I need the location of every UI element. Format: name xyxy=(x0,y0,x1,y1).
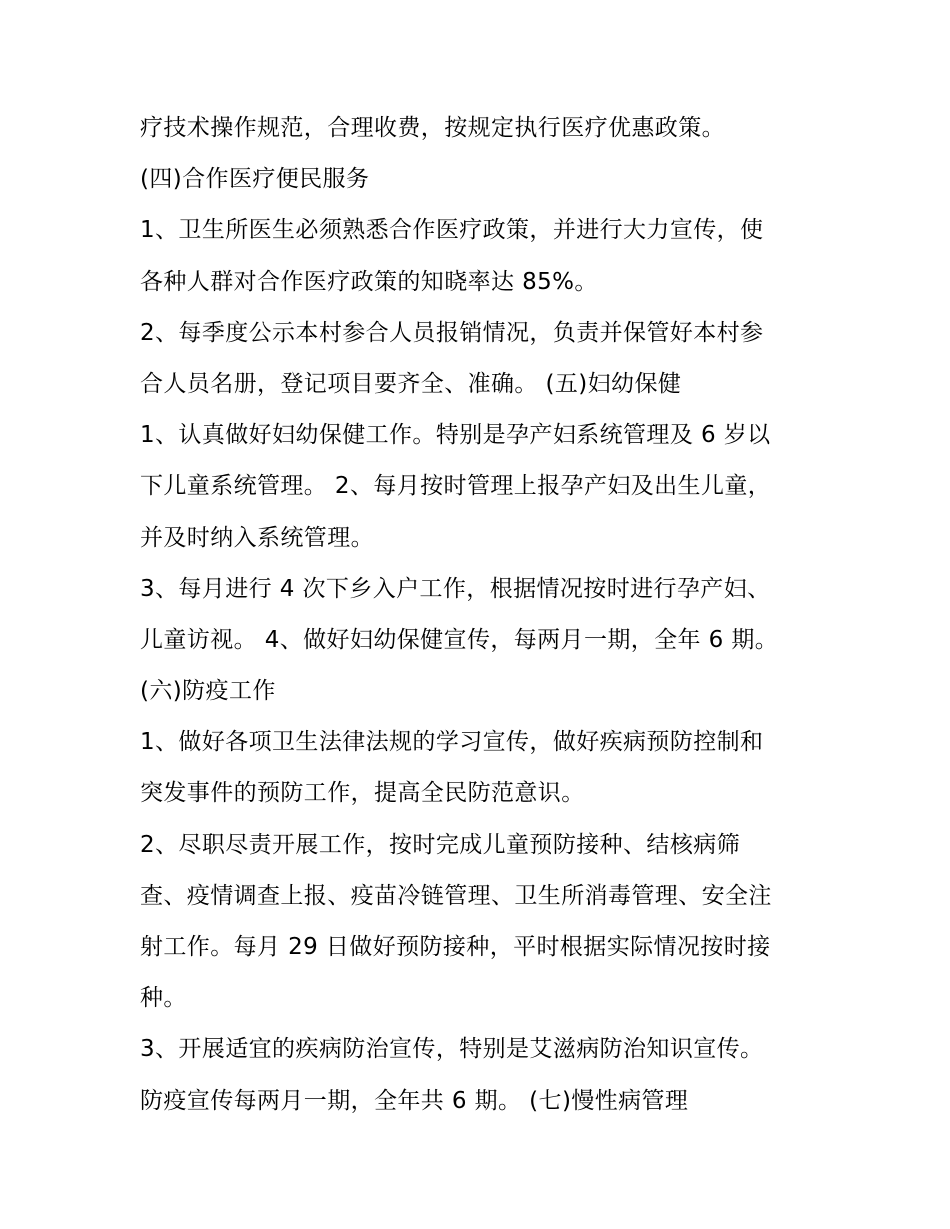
section-heading: (四)合作医疗便民服务 xyxy=(140,166,370,193)
text-line: 射工作。每月 29 日做好预防接种，平时根据实际情况按时接 xyxy=(140,934,771,960)
section-heading: (六)防疫工作 xyxy=(140,678,276,705)
text-line: 防疫宣传每两月一期，全年共 6 期。 (七)慢性病管理 xyxy=(140,1087,689,1114)
text-line: 突发事件的预防工作，提高全民防范意识。 xyxy=(140,780,585,807)
text-line: 合人员名册，登记项目要齐全、准确。 (五)妇幼保健 xyxy=(140,370,682,397)
text-line: 疗技术操作规范，合理收费，按规定执行医疗优惠政策。 xyxy=(140,115,725,141)
text-line: 1、卫生所医生必须熟悉合作医疗政策，并进行大力宣传，使 xyxy=(140,217,764,244)
text-line: 查、疫情调查上报、疫苗冷链管理、卫生所消毒管理、安全注 xyxy=(140,882,772,909)
text-line: 各种人群对合作医疗政策的知晓率达 85%。 xyxy=(140,268,598,295)
text-line: 2、每季度公示本村参合人员报销情况，负责并保管好本村参 xyxy=(140,319,764,346)
text-line: 种。 xyxy=(140,985,187,1012)
text-line: 3、开展适宜的疾病防治宣传，特别是艾滋病防治知识宣传。 xyxy=(140,1036,764,1063)
text-line: 1、做好各项卫生法律法规的学习宣传，做好疾病预防控制和 xyxy=(140,729,764,756)
text-line: 1、认真做好妇幼保健工作。特别是孕产妇系统管理及 6 岁以 xyxy=(140,422,771,449)
text-line: 儿童访视。 4、做好妇幼保健宣传，每两月一期，全年 6 期。 xyxy=(140,626,779,653)
text-line: 3、每月进行 4 次下乡入户工作，根据情况按时进行孕产妇、 xyxy=(140,575,771,602)
document-body xyxy=(140,103,830,1127)
text-line: 2、尽职尽责开展工作，按时完成儿童预防接种、结核病筛 xyxy=(140,831,741,858)
text-line: 并及时纳入系统管理。 xyxy=(140,524,374,551)
text-line: 下儿童系统管理。 2、每月按时管理上报孕产妇及出生儿童， xyxy=(140,473,772,500)
